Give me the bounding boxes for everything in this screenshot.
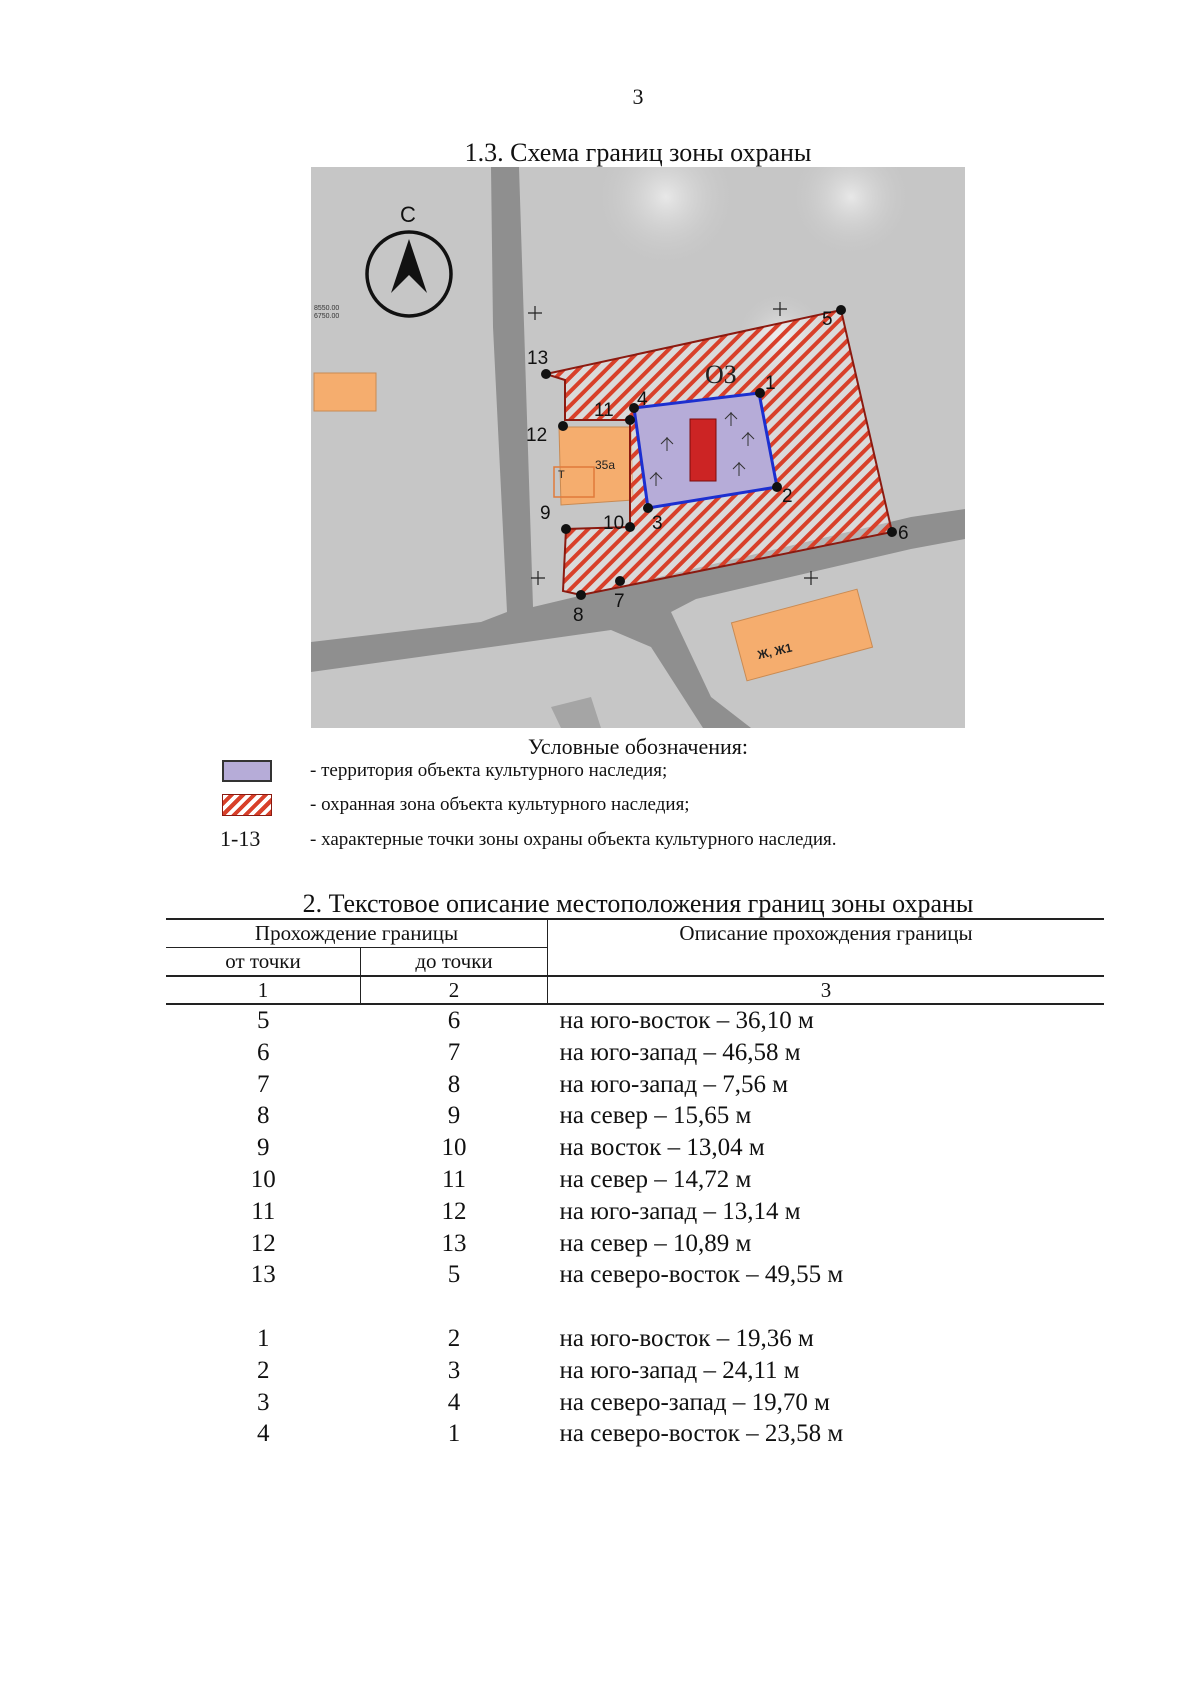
cell-to: 4 (447, 1388, 461, 1416)
point-label: 12 (526, 425, 548, 446)
territory-swatch (222, 760, 272, 782)
cell-from: 9 (257, 1134, 270, 1162)
legend-text: - характерные точки зоны охраны объекта культурного наследия. (310, 829, 837, 850)
cell-from: 4 (257, 1420, 270, 1448)
header-group: Прохождение границы (166, 919, 548, 948)
cell-to: 10 (441, 1134, 467, 1162)
cell-description: на север – 15,65 м (559, 1102, 752, 1130)
cell-description: на юго-запад – 46,58 м (559, 1038, 801, 1066)
header-description: Описание прохождения границы (548, 919, 1105, 976)
cell-description: на восток – 13,04 м (559, 1134, 765, 1162)
point-label: 1 (765, 373, 776, 394)
point-label: 6 (898, 523, 909, 544)
cell-from: 5 (257, 1007, 270, 1034)
point-label: 8 (573, 605, 584, 626)
column-number: 1 (166, 976, 361, 1004)
point-label: 5 (822, 309, 833, 330)
cell-description: на юго-восток – 19,36 м (559, 1324, 814, 1352)
cell-to: 1 (447, 1420, 461, 1448)
building-label: Ж, Ж1 (756, 640, 794, 663)
cell-description: на северо-восток – 49,55 м (559, 1261, 844, 1289)
header-from: от точки (225, 949, 301, 973)
monument-building (690, 419, 716, 481)
cell-from: 12 (250, 1229, 276, 1257)
cell-to: 12 (441, 1197, 467, 1225)
point-label: 3 (652, 513, 663, 534)
building-label: 35а (595, 458, 616, 472)
point-label: 13 (527, 348, 549, 369)
cell-description: на север – 10,89 м (559, 1229, 752, 1257)
point-label: 4 (637, 389, 648, 410)
table-row (166, 1323, 1104, 1355)
table-row (166, 1355, 1104, 1387)
table-row (166, 1100, 1104, 1132)
cell-from: 6 (257, 1038, 270, 1066)
table-row (166, 1132, 1104, 1164)
cell-to: 2 (447, 1324, 461, 1352)
boundary-description-table (166, 918, 1104, 1450)
table-row (166, 1259, 1104, 1291)
cell-to: 7 (447, 1038, 461, 1066)
cell-from: 3 (257, 1388, 270, 1416)
point-label: 9 (540, 503, 551, 524)
table-row (166, 1037, 1104, 1069)
table-row (166, 1004, 1104, 1037)
zone-label: ОЗ (705, 360, 737, 389)
coordinate-label: 6750.00 (314, 313, 340, 320)
cell-description: на юго-запад – 13,14 м (559, 1197, 801, 1225)
cell-from: 7 (257, 1070, 270, 1098)
table-row (166, 1069, 1104, 1101)
cell-from: 2 (257, 1356, 270, 1384)
legend-text: - охранная зона объекта культурного наследия; (310, 794, 690, 815)
cell-from: 8 (257, 1102, 270, 1130)
page-number: 3 (632, 84, 644, 109)
legend-item-points (222, 826, 1002, 852)
cell-description: на северо-восток – 23,58 м (559, 1420, 844, 1448)
legend-heading: Условные обозначения: (527, 734, 749, 759)
coordinate-label: 8550.00 (314, 305, 340, 312)
building-parcel (314, 373, 376, 411)
map-title: 1.3. Схема границ зоны охраны (464, 138, 812, 167)
cell-to: 3 (447, 1356, 461, 1384)
cell-from: 13 (250, 1261, 276, 1289)
point-label: 11 (594, 400, 614, 421)
cell-to: 11 (441, 1165, 467, 1193)
table-row (166, 1164, 1104, 1196)
cell-from: 10 (250, 1165, 276, 1193)
cell-to: 13 (441, 1229, 467, 1257)
cell-to: 8 (447, 1070, 461, 1098)
column-number: 2 (361, 976, 548, 1004)
table-row (166, 1418, 1104, 1450)
row-spacer (166, 1291, 1104, 1323)
north-label: С (400, 202, 416, 227)
cell-from: 11 (251, 1197, 276, 1225)
building-label: Т (558, 469, 565, 481)
points-range-label: 1-13 (220, 826, 261, 851)
cell-to: 6 (447, 1007, 461, 1034)
cell-to: 5 (447, 1261, 461, 1289)
legend-item-territory (222, 757, 1002, 783)
table-row (166, 1387, 1104, 1419)
protection-zone-map (311, 167, 965, 728)
cell-description: на юго-восток – 36,10 м (559, 1007, 814, 1034)
point-label: 7 (614, 591, 625, 612)
cell-description: на север – 14,72 м (559, 1165, 752, 1193)
table-row (166, 1196, 1104, 1228)
section-title: 2. Текстовое описание местоположения границ зоны охраны (302, 889, 974, 918)
point-label: 2 (782, 486, 793, 507)
point-label: 10 (603, 513, 625, 534)
legend-item-zone (222, 791, 1002, 817)
column-number: 3 (548, 976, 1105, 1004)
header-to: до точки (361, 948, 548, 977)
legend-text: - территория объекта культурного наследия; (310, 760, 668, 781)
cell-from: 1 (257, 1324, 270, 1352)
hatched-zone-swatch (222, 794, 272, 816)
cell-to: 9 (447, 1102, 461, 1130)
cell-description: на северо-запад – 19,70 м (559, 1388, 830, 1416)
cell-description: на юго-запад – 24,11 м (559, 1356, 800, 1384)
cell-description: на юго-запад – 7,56 м (559, 1070, 789, 1098)
table-row (166, 1228, 1104, 1260)
